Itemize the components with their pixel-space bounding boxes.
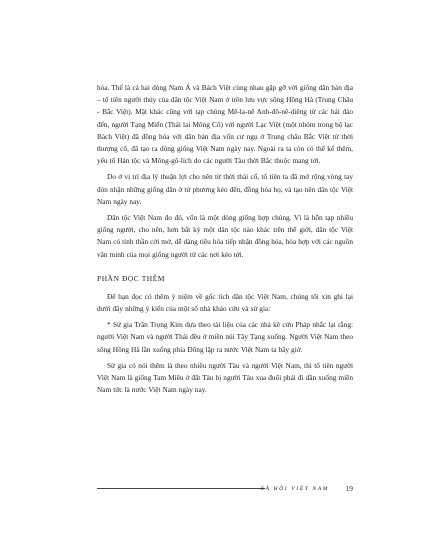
further-reading-paragraph-2: * Sử gia Trần Trọng Kim dựa theo tài liệu của các nhà kê cứu Pháp nhắc lại rằng: người Việt Nam và người Thái đều ở miền núi Tây Tạng xuống. Người Việt Nam theo sông Hồng Hà lần xuống phía Đông lập ra nước Việt Nam ta bây giờ.: [97, 320, 353, 354]
body-paragraph-2: Do ở vị trí địa lý thuận lợi cho nên từ thời thái cổ, tổ tiên ta đã mở rộng vòng tay đón nhận những giống dân ở tứ phương kéo đến, đồng hóa họ, và tạo nên dân tộc Việt Nam ngày nay.: [97, 172, 353, 206]
footer-rule: [97, 488, 265, 489]
text-column: [97, 82, 353, 400]
page-number: 19: [345, 484, 353, 493]
body-paragraph-3: Dân tộc Việt Nam đo đó, vốn là một dòng giống hợp chủng. Vì là hỗn tạp nhiều giống người, cho nên, hơn bất kỳ một dân tộc nào khác trên thế giới, dân tộc Việt Nam có tinh thần cởi mở, dễ dàng tiêu hóa tiếp nhận đồng hóa, hòa hợp với các nguồn văn minh của mọi giống người từ các nơi kéo tới.: [97, 213, 353, 259]
further-reading-heading: PHẦN ĐỌC THÊM: [97, 273, 166, 283]
body-paragraph-1: hóa. Thế là cả hai dòng Nam Á và Bách Việt cùng nhau gặp gỡ với giống dân bản địa – tổ tiên người thủy của dân tộc Việt Nam ở trên lưu vực sông Hồng Hà (Trung Châu - Bắc Việt). Mặt khác cũng với tạp chủng Mê-la-nê Anh-đô-nê-diêng từ các hải đảo đến, người Tạng Miến (Thái lai Mông Cổ) với người Lạc Việt (một nhóm trong bộ lạc Bách Việt) đã đồng hóa với dân bản địa vốn cư ngụ ở Trung châu Bắc Việt từ thời thượng cổ, đã tạo ra dòng giống Việt Nam ngày nay. Ngoài ra ta còn có thể kể thêm, yếu tố Hán tộc và Mông-gô-lích do các người Tàu thời Bắc thuộc mang tới.: [97, 83, 353, 166]
page-footer: [97, 485, 353, 497]
further-reading-paragraph-1: Để bạn đọc có thêm ý niệm về gốc tích dân tộc Việt Nam, chúng tôi xin ghi lại dưới đây những ý kiến của một số nhà khảo cứu và sử gia:: [97, 291, 353, 314]
further-reading-paragraph-3: Sử gia có nói thêm là theo nhiều người Tàu và người Việt Nam, thì tổ tiên người Việt Nam là giống Tam Miêu ở đất Tàu bị người Tàu xua đuổi phải đi dần xuống miền Nam tức là nước Việt Nam ngày nay.: [97, 360, 353, 395]
running-head: XÃ HỘI VIỆT NAM: [260, 486, 329, 492]
